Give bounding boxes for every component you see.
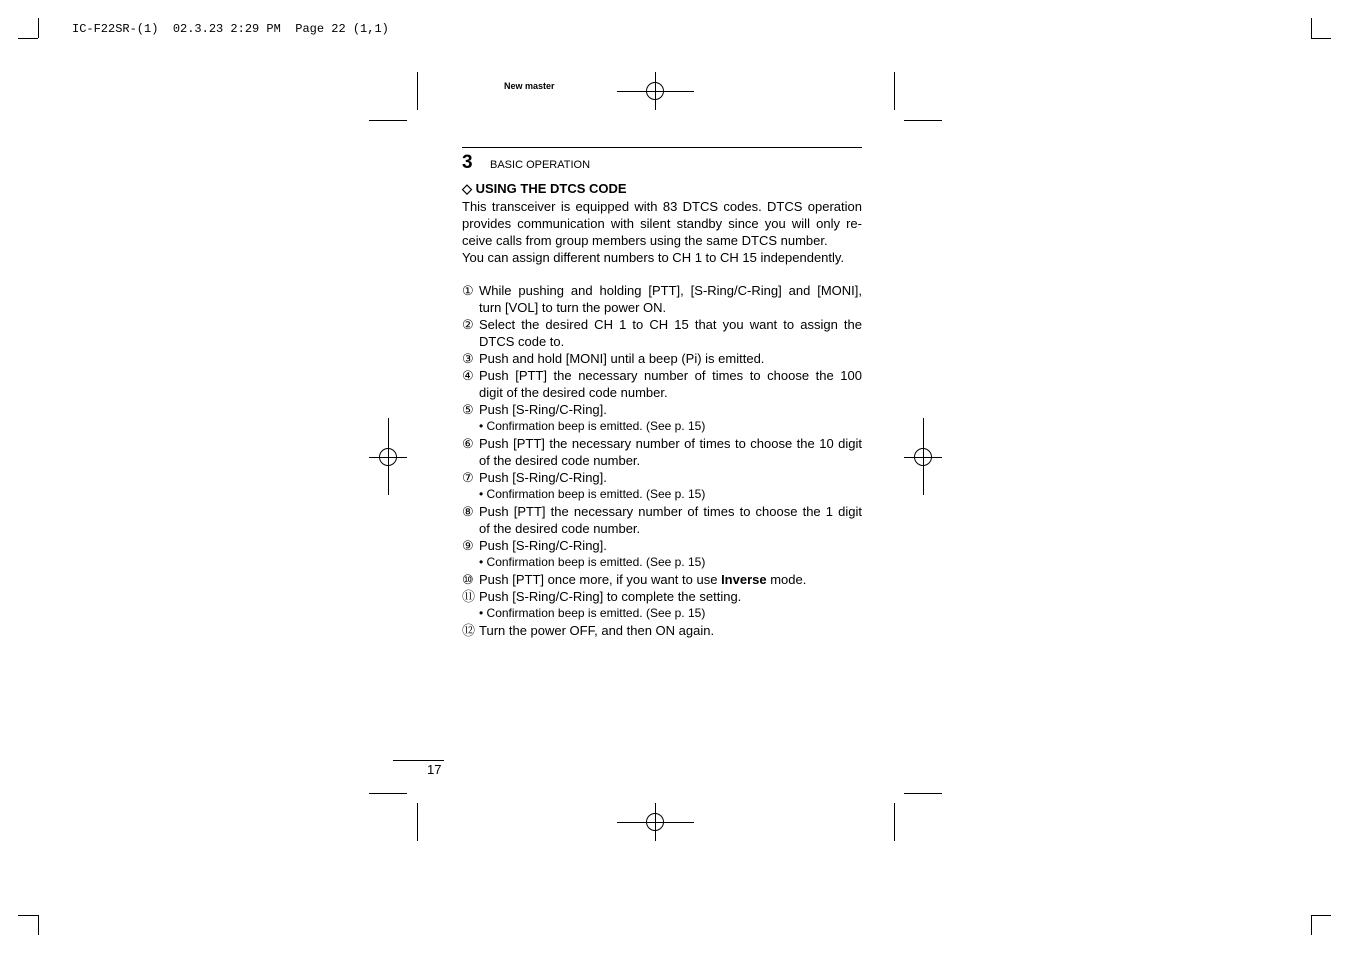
- step-text: Push [PTT] the necessary number of times to choose the 1 digit: [479, 504, 862, 519]
- step-text: Push [S-Ring/C-Ring] to complete the setting.: [479, 589, 742, 604]
- step-note: • Confirmation beep is emitted. (See p. 15): [479, 555, 706, 569]
- step-text: Push [S-Ring/C-Ring].: [479, 538, 607, 553]
- master-label: New master: [504, 81, 555, 91]
- intro-line: You can assign different numbers to CH 1 to CH 15 independently.: [462, 250, 845, 265]
- step-emphasis: Inverse: [721, 572, 767, 587]
- step-text: digit of the desired code number.: [479, 385, 668, 400]
- diamond-icon: ◇: [462, 181, 472, 196]
- step-item: [462, 401, 862, 418]
- chapter-number: 3: [462, 152, 473, 173]
- step-text: turn [VOL] to turn the power ON.: [479, 300, 667, 315]
- intro-line: provides communication with silent standby since you will only re-: [462, 216, 862, 231]
- step-number: ⑨: [462, 538, 474, 553]
- step-text: of the desired code number.: [479, 521, 641, 536]
- step-item: [462, 537, 862, 554]
- chapter-title: BASIC OPERATION: [490, 159, 591, 171]
- section-heading: [462, 181, 627, 197]
- step-text: While pushing and holding [PTT], [S-Ring/C-Ring] and [MONI],: [479, 283, 862, 298]
- step-list: [462, 282, 862, 639]
- step-text: Push [S-Ring/C-Ring].: [479, 402, 607, 417]
- step-item: [462, 435, 862, 469]
- step-number: ③: [462, 351, 474, 366]
- step-item: [462, 367, 862, 401]
- step-number: ⑥: [462, 436, 474, 451]
- section-title: USING THE DTCS CODE: [475, 181, 627, 196]
- step-item: [462, 316, 862, 350]
- step-note: • Confirmation beep is emitted. (See p. 15): [479, 606, 706, 620]
- step-text: Push [PTT] once more, if you want to use Inverse mode.: [479, 572, 807, 587]
- step-number: ⑩: [462, 572, 474, 587]
- page-content: [462, 147, 862, 638]
- step-item: [462, 469, 862, 486]
- print-slug: IC-F22SR-(1) 02.3.23 2:29 PM Page 22 (1,1): [72, 22, 389, 36]
- step-number: ⑫: [462, 623, 476, 638]
- step-text: DTCS code to.: [479, 334, 565, 349]
- step-item: [462, 503, 862, 537]
- page-number: 17: [427, 762, 442, 777]
- page-number-rule: [393, 760, 444, 761]
- intro-paragraph: [462, 198, 862, 266]
- step-item: [462, 282, 862, 316]
- intro-line: ceive calls from group members using the same DTCS number.: [462, 233, 828, 248]
- header-rule: [462, 147, 862, 148]
- intro-line: This transceiver is equipped with 83 DTCS codes. DTCS operation: [462, 199, 862, 214]
- step-number: ①: [462, 283, 474, 298]
- step-item: [462, 588, 862, 605]
- step-number: ⑤: [462, 402, 474, 417]
- step-item: [462, 350, 862, 367]
- step-text: Push [S-Ring/C-Ring].: [479, 470, 607, 485]
- step-number: ⑧: [462, 504, 474, 519]
- step-text: Push [PTT] the necessary number of times to choose the 10 digit: [479, 436, 862, 451]
- step-text: Turn the power OFF, and then ON again.: [479, 623, 715, 638]
- step-text: Push and hold [MONI] until a beep (Pi) is emitted.: [479, 351, 765, 366]
- step-text: Select the desired CH 1 to CH 15 that you want to assign the: [479, 317, 862, 332]
- step-number: ②: [462, 317, 474, 332]
- step-text: Push [PTT] the necessary number of times to choose the 100: [479, 368, 862, 383]
- step-item: [462, 622, 862, 639]
- step-number: ④: [462, 368, 474, 383]
- step-note: • Confirmation beep is emitted. (See p. 15): [479, 419, 706, 433]
- step-number: ⑪: [462, 589, 476, 604]
- step-item: [462, 571, 862, 588]
- step-text: of the desired code number.: [479, 453, 641, 468]
- step-note: • Confirmation beep is emitted. (See p. 15): [479, 487, 706, 501]
- step-number: ⑦: [462, 470, 474, 485]
